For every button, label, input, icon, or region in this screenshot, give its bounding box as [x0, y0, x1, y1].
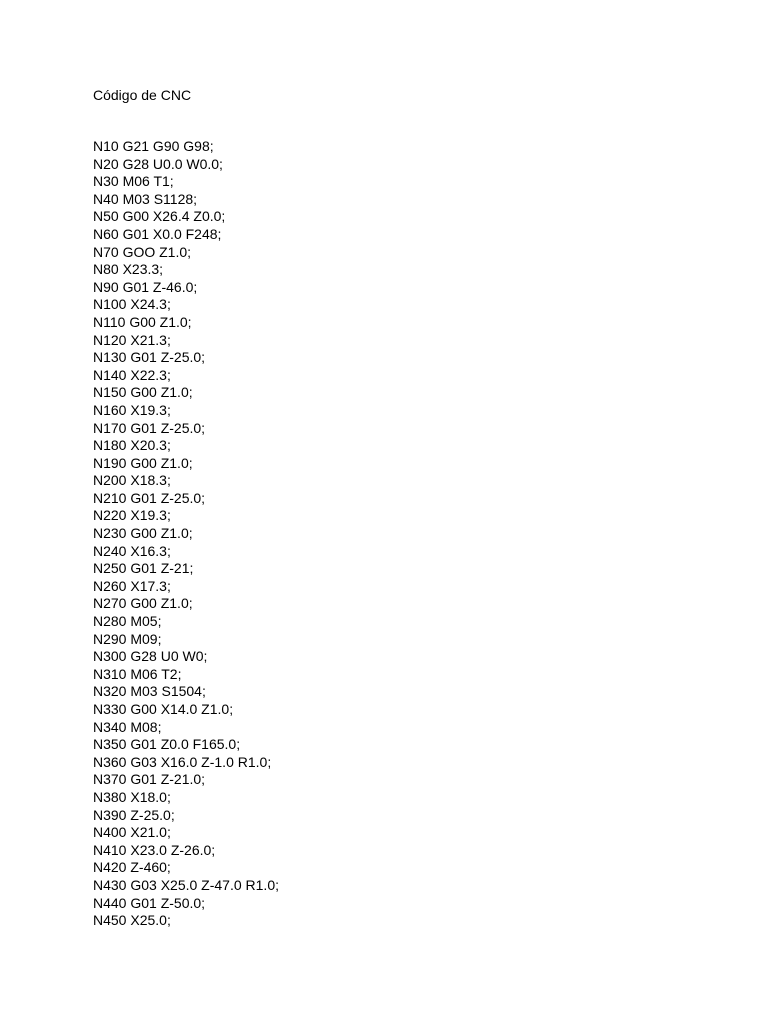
code-line: N50 G00 X26.4 Z0.0; [93, 208, 226, 225]
code-line: N250 G01 Z-21; [93, 560, 194, 577]
code-line: N190 G00 Z1.0; [93, 454, 193, 471]
code-line: N430 G03 X25.0 Z-47.0 R1.0; [93, 876, 279, 893]
code-line: N340 M08; [93, 718, 162, 735]
code-line: N20 G28 U0.0 W0.0; [93, 155, 223, 172]
document-title: Código de CNC [93, 87, 192, 103]
code-line: N330 G00 X14.0 Z1.0; [93, 701, 234, 717]
code-line: N100 X24.3; [93, 296, 171, 313]
code-line: N170 G01 Z-25.0; [93, 419, 206, 436]
code-line: N450 X25.0; [93, 912, 171, 929]
code-line: N10 G21 G90 G98; [93, 138, 214, 154]
code-line: N400 X21.0; [93, 824, 171, 841]
code-line: N300 G28 U0 W0; [93, 648, 208, 665]
code-line: N240 X16.3; [93, 542, 171, 559]
code-line: N70 GOO Z1.0; [93, 243, 192, 260]
code-line: N290 M09; [93, 630, 162, 647]
code-line: N390 Z-25.0; [93, 806, 175, 823]
code-line: N200 X18.3; [93, 472, 171, 489]
code-line: N140 X22.3; [93, 366, 171, 383]
code-line: N350 G01 Z0.0 F165.0; [93, 736, 241, 753]
code-line: N110 G00 Z1.0; [93, 313, 192, 330]
code-line: N130 G01 Z-25.0; [93, 349, 206, 366]
code-line: N90 G01 Z-46.0; [93, 278, 198, 295]
code-line: N370 G01 Z-21.0; [93, 771, 206, 788]
code-line: N220 X19.3; [93, 507, 171, 524]
code-line: N60 G01 X0.0 F248; [93, 225, 222, 242]
code-line: N160 X19.3; [93, 401, 171, 418]
code-line: N310 M06 T2; [93, 665, 182, 682]
code-line: N380 X18.0; [93, 788, 171, 805]
code-line: N320 M03 S1504; [93, 683, 206, 700]
code-line: N360 G03 X16.0 Z-1.0 R1.0; [93, 753, 272, 770]
code-line: N120 X21.3; [93, 331, 171, 348]
code-line: N30 M06 T1; [93, 173, 174, 190]
code-line: N180 X20.3; [93, 437, 171, 454]
code-line: N280 M05; [93, 613, 162, 630]
code-line: N260 X17.3; [93, 577, 171, 594]
code-line: N210 G01 Z-25.0; [93, 489, 206, 506]
code-line: N150 G00 Z1.0; [93, 384, 193, 401]
code-line: N230 G00 Z1.0; [93, 525, 193, 542]
cnc-code-listing [93, 138, 279, 930]
code-line: N420 Z-460; [93, 859, 171, 876]
code-line: N270 G00 Z1.0; [93, 595, 193, 612]
code-line: N440 G01 Z-50.0; [93, 894, 206, 911]
code-line: N410 X23.0 Z-26.0; [93, 841, 216, 858]
code-line: N40 M03 S1128; [93, 190, 198, 207]
code-line: N80 X23.3; [93, 261, 164, 278]
